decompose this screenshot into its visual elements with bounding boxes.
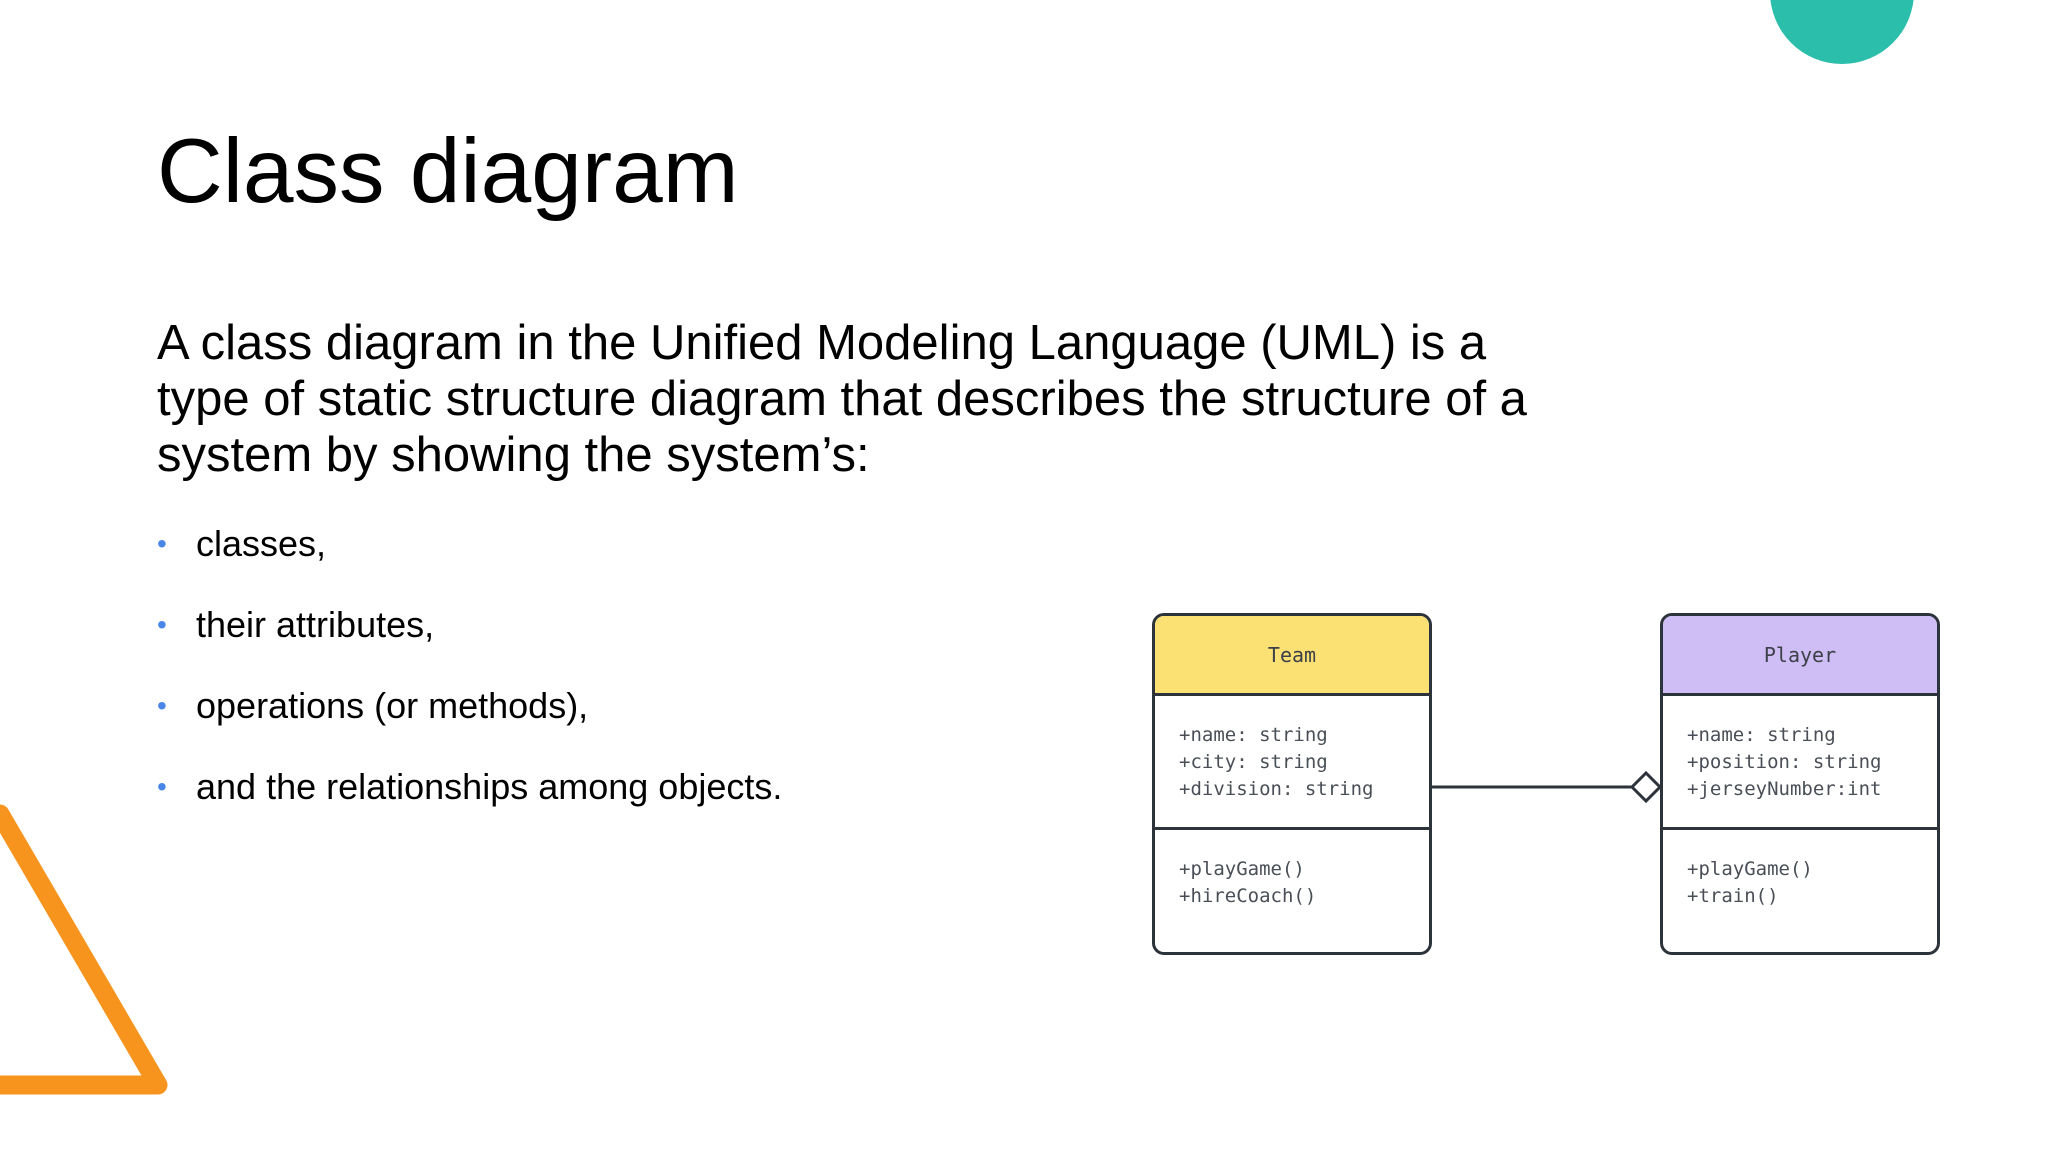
attribute: +city: string	[1179, 751, 1328, 773]
class-attributes	[1155, 696, 1429, 830]
bullet-item-operations	[157, 678, 782, 759]
bullet-item-relationships	[157, 759, 782, 840]
aggregation-diamond-icon	[1632, 773, 1660, 801]
method: +train()	[1687, 885, 1779, 907]
bullet-icon: •	[157, 609, 167, 640]
uml-class-player	[1660, 613, 1940, 955]
teal-circle-decoration	[1770, 0, 1914, 64]
bullet-item-attributes	[157, 597, 782, 678]
bullet-icon: •	[157, 528, 167, 559]
class-methods	[1155, 830, 1429, 910]
uml-class-team	[1152, 613, 1432, 955]
class-methods	[1663, 830, 1937, 910]
attribute: +name: string	[1687, 724, 1836, 746]
class-attributes	[1663, 696, 1937, 830]
bullet-list	[157, 516, 782, 840]
attribute: +jerseyNumber:int	[1687, 778, 1882, 800]
method: +playGame()	[1179, 858, 1305, 880]
slide-title: Class diagram	[157, 121, 739, 222]
class-name: Player	[1663, 616, 1937, 696]
bullet-icon: •	[157, 771, 167, 802]
method: +hireCoach()	[1179, 885, 1317, 907]
attribute: +division: string	[1179, 778, 1374, 800]
attribute: +name: string	[1179, 724, 1328, 746]
attribute: +position: string	[1687, 751, 1882, 773]
bullet-icon: •	[157, 690, 167, 721]
bullet-text: operations (or methods),	[196, 685, 589, 726]
uml-class-diagram	[1140, 605, 1960, 970]
bullet-text: classes,	[196, 523, 327, 564]
orange-triangle-decoration	[0, 800, 180, 1100]
bullet-text: and the relationships among objects.	[196, 766, 783, 807]
method: +playGame()	[1687, 858, 1813, 880]
intro-paragraph: A class diagram in the Unified Modeling Language (UML) is a type of static structure diagram that describes the structure of a system by showing the system’s:	[157, 316, 1527, 482]
bullet-text: their attributes,	[196, 604, 435, 645]
bullet-item-classes	[157, 516, 782, 597]
class-name: Team	[1155, 616, 1429, 696]
